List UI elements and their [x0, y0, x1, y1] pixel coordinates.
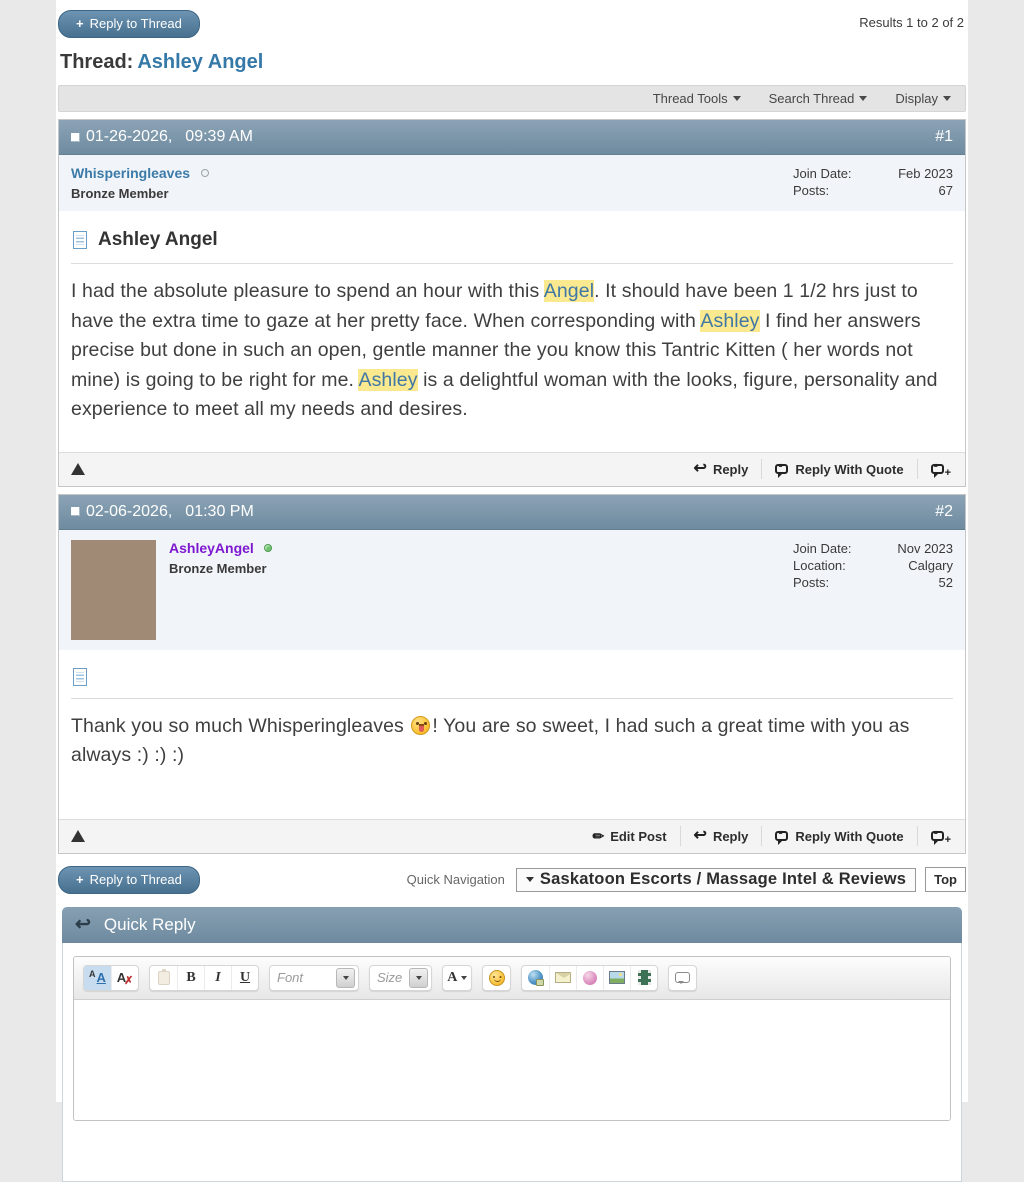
menu-search-thread[interactable] [769, 91, 868, 106]
multiquote-button[interactable] [917, 826, 953, 846]
letter-a-small: A [89, 968, 96, 979]
edit-post-label: Edit Post [610, 828, 667, 844]
chevron-down-icon [416, 976, 422, 980]
page-title [60, 51, 966, 74]
stat-value: Nov 2023 [897, 540, 953, 556]
stat-value: 52 [938, 574, 953, 590]
post-1-header [59, 120, 965, 155]
page-content [56, 0, 968, 1102]
color-group [442, 965, 472, 991]
reply-button[interactable] [681, 459, 762, 479]
online-status-icon [264, 544, 272, 552]
stat-label: Location: [793, 557, 846, 573]
chevron-down-icon [526, 877, 534, 882]
insert-image-button[interactable] [603, 965, 630, 991]
insert-email-button[interactable] [549, 965, 576, 991]
insert-video-button[interactable] [630, 965, 657, 991]
post-1-body [59, 211, 965, 452]
post-1-actions [681, 453, 953, 486]
bottom-row [58, 866, 966, 894]
quick-navigation-label: Quick Navigation [406, 872, 505, 887]
report-post-icon[interactable] [71, 463, 85, 475]
quick-reply-panel [62, 943, 962, 1182]
size-select[interactable] [369, 965, 432, 991]
tongue-emoji-icon [411, 716, 430, 735]
quote-bubble-icon [775, 831, 788, 841]
reply-to-thread-button-top[interactable] [58, 10, 200, 38]
letter-a-big: A [96, 970, 106, 985]
switch-editor-mode-button[interactable] [84, 965, 111, 991]
unlink-button[interactable] [576, 965, 603, 991]
results-count: Results 1 to 2 of 2 [859, 15, 964, 30]
search-highlight: Angel [543, 280, 595, 302]
user-rank: Bronze Member [71, 186, 169, 201]
post-2-permalink[interactable]: #2 [935, 502, 953, 520]
reply-arrow-icon: ↩ [693, 460, 707, 477]
quick-navigation-value: Saskatoon Escorts / Massage Intel & Reviews [539, 869, 907, 888]
stat-label: Join Date: [793, 540, 852, 556]
size-placeholder: Size [377, 970, 403, 985]
envelope-icon [555, 972, 571, 983]
menu-thread-tools-label: Thread Tools [652, 91, 728, 106]
post-1-time: 09:39 AM [185, 128, 253, 145]
reply-with-quote-label: Reply With Quote [795, 828, 904, 844]
reply-button[interactable] [680, 826, 762, 846]
stat-row [793, 182, 953, 199]
letter-a: A [447, 969, 458, 985]
thread-toolbar [58, 85, 966, 112]
stat-label: Posts: [793, 574, 830, 590]
stat-row [793, 557, 953, 574]
size-dropdown-button[interactable] [409, 968, 428, 988]
post-status-icon [71, 133, 80, 142]
wrap-quote-button[interactable] [669, 965, 696, 991]
body-text: is a delightful woman with the looks, figure, personality and experience to meet all my needs and desires. [71, 368, 938, 420]
reply-with-quote-button[interactable] [761, 826, 916, 846]
letter-a: A [116, 970, 127, 985]
search-highlight: Ashley [358, 368, 418, 391]
menu-thread-tools[interactable] [653, 91, 741, 106]
underline-button[interactable]: U [231, 965, 258, 991]
top-button[interactable]: Top [925, 867, 966, 892]
post-1-date: 01-26-2026, [86, 128, 173, 145]
quote-bubble-icon [775, 464, 788, 474]
quick-reply-title: Quick Reply [103, 914, 196, 934]
stat-value: Calgary [908, 557, 953, 573]
thread-name: Ashley Angel [137, 51, 264, 73]
post-2-user-stats [793, 540, 953, 640]
post-1-footer [59, 452, 965, 486]
mode-group [83, 965, 139, 991]
post-2-actions [579, 820, 953, 853]
format-group [149, 965, 259, 991]
search-highlight: Ashley [700, 309, 760, 332]
reply-label: Reply [712, 828, 749, 844]
body-text: I find her answers precise but done in such an open, gentle manner the you know this Tantric Kitten ( her words not mine) is going to be right for me. [71, 309, 921, 391]
post-2-date: 02-06-2026, [86, 502, 173, 520]
offline-status-icon [201, 169, 209, 177]
username-link[interactable]: Whisperingleaves [71, 165, 191, 181]
reply-with-quote-button[interactable] [761, 459, 916, 479]
plus-icon: + [944, 466, 951, 479]
film-strip-icon [638, 970, 651, 985]
post-2 [58, 494, 966, 854]
reply-to-thread-label: Reply to Thread [89, 871, 182, 887]
thread-label: Thread: [60, 51, 134, 73]
post-2-header [59, 495, 965, 530]
stat-row [793, 574, 953, 591]
globe-link-icon [528, 970, 543, 985]
plus-icon: + [76, 16, 84, 31]
plus-icon: + [76, 871, 84, 887]
post-2-footer [59, 819, 965, 853]
menu-display[interactable] [895, 91, 951, 106]
post-1-title-row [71, 217, 953, 264]
smiley-group [482, 965, 511, 991]
smiley-icon [489, 970, 505, 986]
chevron-down-icon [461, 976, 467, 980]
editor-toolbar [74, 957, 950, 1000]
post-1-user-stats [793, 165, 953, 201]
stat-value: 67 [938, 183, 953, 198]
post-2-user-row [59, 530, 965, 650]
body-text: ! You are so sweet, I had such a great time with you as always :) :) :) [71, 714, 910, 766]
body-text: I had the absolute pleasure to spend an hour with this [71, 280, 544, 302]
body-text: . It should have been 1 1/2 hrs just to have the extra time to gaze at her pretty face. When corresponding with [71, 280, 918, 332]
post-1-text [71, 264, 953, 452]
chevron-down-icon [343, 976, 349, 980]
post-2-text [71, 699, 953, 819]
speech-bubble-icon [675, 972, 690, 983]
multiquote-button[interactable] [917, 459, 953, 479]
clipboard-icon [158, 971, 170, 985]
plus-icon: + [944, 833, 951, 846]
paste-button[interactable] [150, 965, 177, 991]
avatar[interactable] [71, 540, 156, 640]
chevron-down-icon [943, 96, 951, 101]
reply-to-thread-label: Reply to Thread [89, 16, 182, 31]
font-placeholder: Font [277, 970, 304, 985]
font-dropdown-button[interactable] [336, 968, 355, 988]
stat-value: Feb 2023 [898, 166, 953, 181]
stat-label: Join Date: [793, 166, 852, 181]
document-icon [73, 668, 87, 686]
insert-smiley-button[interactable] [483, 965, 510, 991]
font-select[interactable] [269, 965, 359, 991]
user-rank: Bronze Member [169, 560, 267, 576]
post-2-title-row [71, 656, 953, 699]
chevron-down-icon [859, 96, 867, 101]
username-link[interactable]: AshleyAngel [169, 539, 254, 556]
chevron-down-icon [733, 96, 741, 101]
document-icon [73, 231, 87, 249]
post-1-user-ident [71, 165, 209, 201]
bold-button[interactable]: B [177, 965, 204, 991]
post-2-time: 01:30 PM [185, 502, 254, 520]
reply-label: Reply [712, 461, 749, 477]
insert-link-button[interactable] [522, 965, 549, 991]
quick-reply-header [62, 907, 962, 943]
quick-reply-section [62, 907, 962, 1182]
reply-to-thread-button-bottom[interactable] [58, 866, 200, 894]
remove-formatting-button[interactable] [111, 965, 138, 991]
quick-navigation-select[interactable] [516, 868, 916, 892]
menu-display-label: Display [895, 91, 938, 106]
image-icon [609, 971, 625, 984]
menu-search-thread-label: Search Thread [768, 91, 855, 106]
quote-bubble-icon [931, 464, 944, 474]
top-row [58, 8, 966, 38]
red-x-icon: ✗ [124, 975, 134, 987]
stat-label: Posts: [793, 183, 830, 198]
reply-with-quote-label: Reply With Quote [795, 461, 904, 477]
post-2-body [59, 650, 965, 819]
reply-arrow-icon: ↩ [693, 827, 707, 844]
post-1 [58, 119, 966, 487]
post-1-permalink[interactable]: #1 [935, 128, 953, 145]
quote-bubble-icon [931, 831, 944, 841]
pencil-icon: ✏ [592, 827, 605, 844]
stat-row [793, 165, 953, 182]
report-post-icon[interactable] [71, 830, 85, 842]
post-1-user-row [59, 155, 965, 211]
edit-post-button[interactable] [579, 826, 679, 846]
quote-group [668, 965, 697, 991]
reply-arrow-icon: ↩ [75, 914, 91, 935]
post-status-icon [71, 507, 80, 516]
italic-button[interactable]: I [204, 965, 231, 991]
unlink-icon [583, 971, 597, 985]
insert-group [521, 965, 658, 991]
body-text: Thank you so much Whisperingleaves [71, 714, 410, 737]
stat-row [793, 540, 953, 557]
reply-editor [73, 956, 951, 1121]
post-1-title: Ashley Angel [98, 229, 218, 250]
post-2-user-ident [169, 540, 272, 640]
font-color-button[interactable] [443, 965, 471, 991]
